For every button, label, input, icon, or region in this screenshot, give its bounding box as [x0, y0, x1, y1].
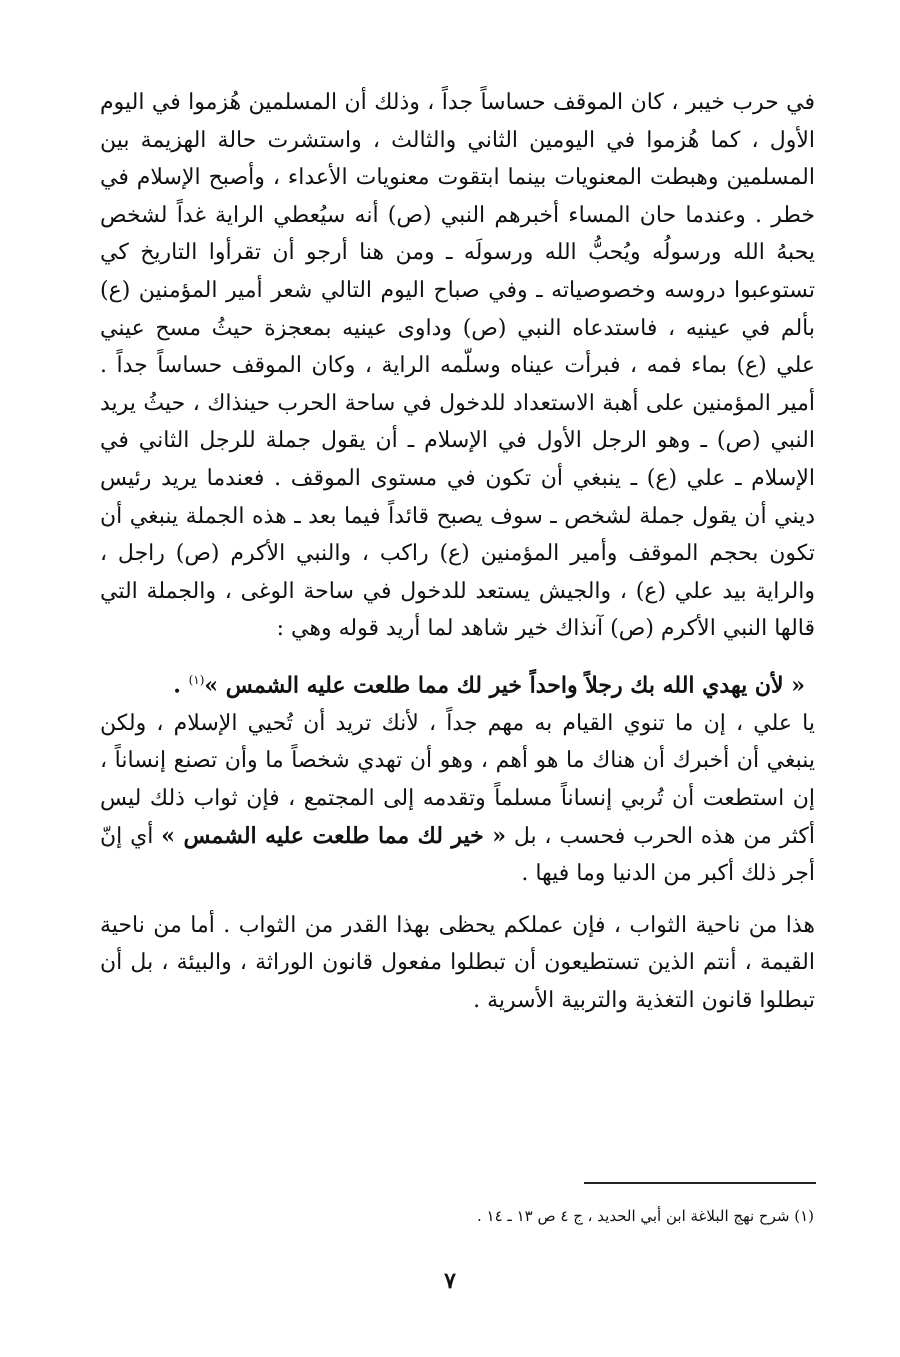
- page-body: [100, 84, 815, 1020]
- paragraph-ya-ali-start: يا علي ، إن ما تنوي القيام به مهم جداً ، لأنك تريد أن تُحيي الإسلام ، ولكن ينبغي أن أخبرك أن هناك ما هو أهم ، وهو أن تهدي شخصاً ما وأن تصنع إنساناً ، إن استطعت أن تُربي إنساناً مسلماً وتقدمه إلى المجتمع ، فإن ثواب ذلك ليس أكثر من هذه الحرب فحسب ، بل: [100, 710, 815, 849]
- paragraph-ya-ali-end: أي إنّ أجر ذلك أكبر من الدنيا وما فيها .: [100, 823, 815, 887]
- hadith-quote-end: .: [173, 672, 189, 699]
- footnote: (١) شرح نهج البلاغة ابن أبي الحديد ، ج ٤ ص ١٣ ـ ١٤ .: [476, 1207, 814, 1225]
- paragraph-ya-ali-bold-quote: « خير لك مما طلعت عليه الشمس »: [161, 822, 506, 849]
- footnote-divider: [584, 1182, 816, 1184]
- footnote-reference: (١): [188, 672, 205, 687]
- paragraph-ya-ali: [100, 705, 815, 893]
- paragraph-khaybar: في حرب خيبر ، كان الموقف حساساً جداً ، وذلك أن المسلمين هُزموا في اليوم الأول ، كما هُزموا في اليومين الثاني والثالث ، واستشرت حالة الهزيمة بين المسلمين وهبطت المعنويات بينما ابتقوت معنويات الأعداء ، وأصبح الإسلام في خطر . وعندما حان المساء أخبرهم النبي (ص) أنه سيُعطي الراية غداً لشخص يحبهُ الله ورسولُه ويُحبُّ الله ورسولَه ـ ومن هنا أرجو أن تقرأوا التاريخ كي تستوعبوا دروسه وخصوصياته ـ وفي صباح اليوم التالي شعر أمير المؤمنين (ع) بألم في عينيه ، فاستدعاه النبي (ص) وداوى عينيه بمعجزة حيثُ مسح عيني علي (ع) بماء فمه ، فبرأت عيناه وسلّمه الراية ، وكان الموقف حساساً جداً . أمير المؤمنين على أهبة الاستعداد للدخول في ساحة الحرب حينذاك ، حيثُ يريد النبي (ص) ـ وهو الرجل الأول في الإسلام ـ أن يقول جملة للرجل الثاني في الإسلام ـ علي (ع) ـ ينبغي أن تكون في مستوى الموقف . فعندما يريد رئيس ديني أن يقول جملة لشخص ـ سوف يصبح قائداً فيما بعد ـ هذه الجملة ينبغي أن تكون بحجم الموقف وأمير المؤمنين (ع) راكب ، والنبي الأكرم (ص) راجل ، والراية بيد علي (ع) ، والجيش يستعد للدخول في ساحة الوغى ، والجملة التي قالها النبي الأكرم (ص) آنذاك خير شاهد لما أريد قوله وهي :: [100, 90, 816, 642]
- paragraph-reward: هذا من ناحية الثواب ، فإن عملكم يحظى بهذا القدر من الثواب . أما من ناحية القيمة ، أنتم الذين تستطيعون أن تبطلوا مفعول قانون الوراثة ، والبيئة ، بل أن تبطلوا قانون التغذية والتربية الأسرية .: [100, 912, 815, 1013]
- page-number: ٧: [444, 1268, 456, 1294]
- hadith-quote: [100, 662, 805, 705]
- hadith-quote-text: « لأن يهدي الله بك رجلاً واحداً خير لك مما طلعت عليه الشمس »: [204, 672, 805, 699]
